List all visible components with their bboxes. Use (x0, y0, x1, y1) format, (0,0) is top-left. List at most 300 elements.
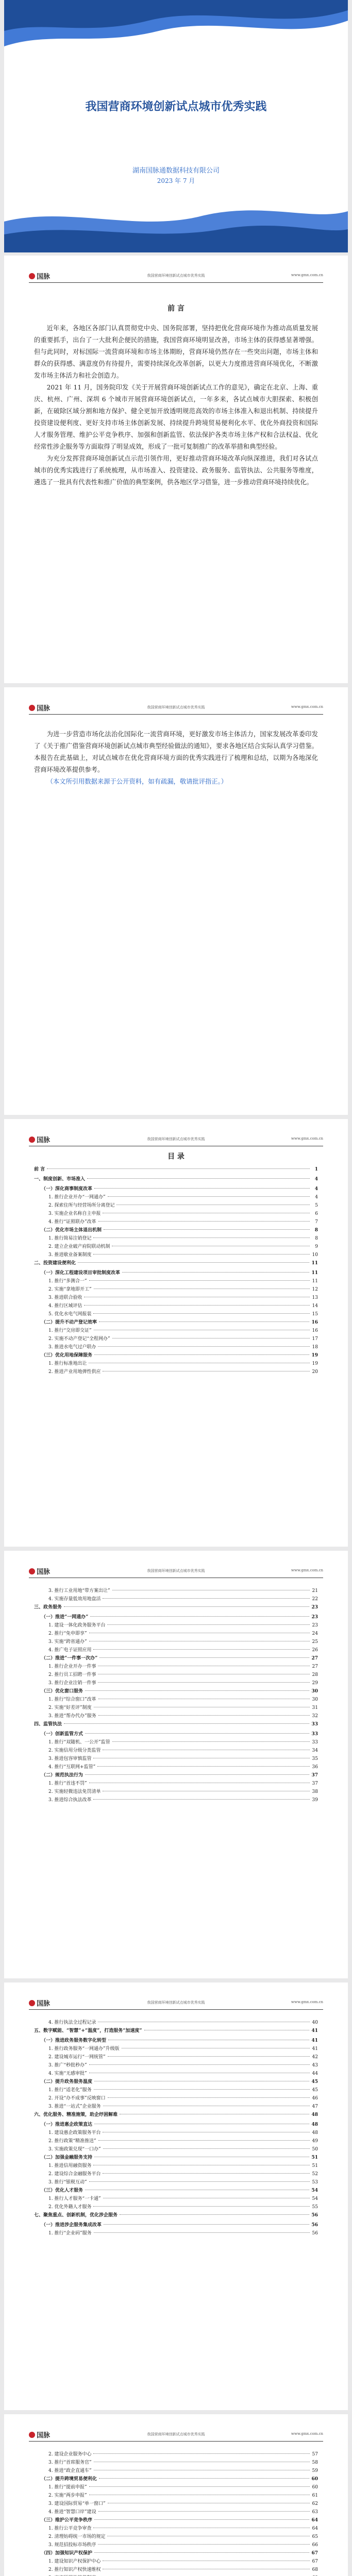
toc-entry-title: 3. 建设国际贸易“单一窗口” (48, 2501, 106, 2506)
toc-entry[interactable] (34, 1302, 318, 1310)
toc-entry[interactable] (34, 1243, 318, 1251)
toc-entry-title: （二）提升政务服务温度 (41, 2079, 93, 2084)
toc-entry[interactable] (34, 2516, 318, 2524)
toc-entry[interactable] (34, 2078, 318, 2086)
toc-entry-page: 28 (312, 1672, 318, 1677)
toc-entry[interactable] (34, 1638, 318, 1646)
toc-entry-title: 三、政务服务 (34, 1605, 62, 1610)
toc-entry[interactable] (34, 1175, 318, 1185)
toc-entry-title: 3. 推进“帮办代办”服务 (48, 1714, 96, 1719)
toc-page-2 (4, 1551, 348, 1978)
toc-leader-dots (94, 2519, 309, 2520)
toc-entry[interactable] (34, 2541, 318, 2549)
toc-entry-title: 4. 推广电子证照应用 (48, 1648, 92, 1653)
toc-entry-title: （三）优化人才服务 (41, 2188, 83, 2193)
toc-entry-page: 8 (315, 1236, 318, 1241)
toc-entry-page: 58 (312, 2460, 318, 2465)
toc-entry[interactable] (34, 1738, 318, 1747)
toc-leader-dots (104, 1229, 310, 1230)
toc-entry-title: （二）规范执法行为 (41, 1773, 83, 1778)
toc-entry-page: 49 (312, 2139, 318, 2144)
toc-leader-dots (85, 1733, 309, 1734)
toc-entry-title: 六、优化服务、精准施策，助企纾困解难 (34, 2112, 118, 2117)
toc-leader-dots (98, 1221, 310, 1222)
toc-entry-page: 45 (311, 2079, 318, 2084)
toc-entry-title: 2. 建设城市运行“一网统管” (48, 2055, 106, 2060)
toc-entry-page: 23 (312, 1623, 318, 1628)
toc-entry[interactable] (34, 1343, 318, 1351)
toc-entry-page: 47 (312, 2104, 318, 2109)
toc-entry[interactable] (34, 1226, 318, 1234)
toc-entry-page: 16 (312, 1328, 318, 1333)
toc-entry-title: 2. 建设综合金融服务平台 (48, 2172, 101, 2177)
toc-entry-page: 33 (311, 1722, 318, 1727)
publish-date: 2023 年 7 月 (157, 177, 195, 184)
header-title: 我国营商环境创新试点城市优秀实践 (147, 2432, 205, 2436)
toc-entry-title: 七、聚焦重点、创新机制，优化涉企服务 (34, 2213, 118, 2218)
toc-entry[interactable] (34, 2195, 318, 2203)
toc-entry[interactable] (34, 2061, 318, 2070)
toc-leader-dots (99, 2478, 309, 2479)
toc-entry-page: 27 (312, 1664, 318, 1669)
toc-entry-page: 11 (312, 1279, 318, 1284)
toc-entry-page: 23 (311, 1615, 318, 1620)
header-website[interactable]: www.gmx.com.cn (291, 2432, 323, 2436)
toc-entry[interactable] (34, 1788, 318, 1796)
toc-entry[interactable] (34, 1613, 318, 1621)
toc-entry-page: 33 (312, 1740, 318, 1745)
toc-entry[interactable] (34, 1671, 318, 1679)
toc-entry[interactable] (34, 2187, 318, 2195)
toc-entry-page: 4 (315, 1195, 318, 1200)
toc-leader-dots (94, 2552, 309, 2553)
toc-entry-title: 2. 实施“两步申报” (48, 2493, 87, 2498)
toc-entry[interactable] (34, 2070, 318, 2078)
toc-leader-dots (47, 1168, 310, 1169)
toc-leader-dots (78, 1262, 309, 1263)
toc-entry[interactable] (34, 1201, 318, 1210)
toc-entry-page: 51 (311, 2155, 318, 2160)
toc-leader-dots (99, 1321, 309, 1322)
toc-entry-title: 3. 推进包容审慎监管 (48, 1756, 92, 1761)
toc-entry[interactable] (34, 1269, 318, 1277)
toc-entry[interactable] (34, 1285, 318, 1294)
toc-entry-title: 1. 建设一体化政务服务平台 (48, 1623, 106, 1628)
toc-entry-title: 1. 推行“综合窗口”改革 (48, 1697, 96, 1702)
toc-leader-dots (89, 2064, 310, 2065)
toc-page-1 (4, 1119, 348, 1547)
toc-entry-page: 11 (311, 1261, 318, 1266)
toc-entry-page: 38 (312, 1789, 318, 1794)
toc-entry[interactable] (34, 2450, 318, 2459)
toc-entry-page: 32 (312, 1714, 318, 1719)
toc-entry-page: 8 (314, 1228, 318, 1233)
toc-entry-title: 3. 推行工业用地“带方案出让” (48, 1588, 110, 1594)
toc-entry[interactable] (34, 2086, 318, 2094)
toc-entry[interactable] (34, 2467, 318, 2475)
toc-leader-dots (84, 1305, 310, 1306)
toc-entry-title: 2. 实施信用分级分类监管 (48, 1748, 101, 1753)
toc-entry-page: 57 (312, 2452, 318, 2457)
toc-entry-page: 4 (314, 1177, 318, 1182)
toc-entry-page: 63 (312, 2510, 318, 2515)
toc-leader-dots (85, 1690, 309, 1691)
toc-entry[interactable] (34, 1185, 318, 1193)
toc-entry-page: 48 (312, 2130, 318, 2136)
toc-entry[interactable] (34, 2221, 318, 2229)
header-website[interactable]: www.gmx.com.cn (291, 273, 323, 277)
toc-entry-page: 39 (312, 1798, 318, 1803)
toc-entry[interactable] (34, 2137, 318, 2145)
toc-entry-title: 五、数字赋能、“智慧”+“温度”，打造服务“加速度” (34, 2028, 142, 2033)
page-header (29, 2430, 323, 2442)
toc-entry-page: 30 (312, 1697, 318, 1702)
toc-entry[interactable] (34, 2549, 318, 2557)
toc-entry[interactable] (34, 2211, 318, 2221)
toc-entry-title: 3. 推进联合验收 (48, 1295, 82, 1300)
toc-leader-dots (120, 2214, 309, 2215)
toc-entry-page: 15 (312, 1312, 318, 1317)
preface-page (4, 256, 348, 683)
toc-entry-title: 3. 推行“银税互动” (48, 2180, 87, 2185)
toc-leader-dots (64, 1723, 309, 1724)
toc-entry-page: 5 (315, 1203, 318, 1208)
toc-entry-title: 3. 推行企业注销一件事 (48, 1681, 96, 1686)
header-website[interactable]: www.gmx.com.cn (291, 1137, 323, 1141)
toc-entry-page: 19 (311, 1353, 318, 1358)
preface-body (34, 323, 318, 488)
toc-leader-dots (103, 1598, 310, 1599)
toc-entry-title: （二）优化市场主体退出机制 (41, 1228, 102, 1233)
toc-entry-title: 1. 推行“适老化”服务 (48, 2088, 92, 2093)
toc-leader-dots (98, 2544, 310, 2545)
toc-entry[interactable] (34, 1294, 318, 1302)
toc-entry[interactable] (34, 2483, 318, 2492)
toc-entry-title: （一）创新监管方式 (41, 1732, 83, 1737)
toc-entry-page: 48 (311, 2122, 318, 2127)
cover-page (4, 0, 348, 252)
toc-entry-page: 41 (311, 2028, 318, 2033)
page-header (29, 271, 323, 283)
toc-leader-dots (90, 1616, 309, 1617)
toc-entry-page: 56 (311, 2213, 318, 2218)
toc-entry[interactable] (34, 2121, 318, 2129)
toc-entry-page: 10 (312, 1252, 318, 1258)
toc-entry-page: 46 (312, 2096, 318, 2101)
toc-entry-title: 3. 推行“首席服务官” (48, 2460, 92, 2465)
toc-entry[interactable] (34, 1210, 318, 1218)
toc-entry[interactable] (34, 2037, 318, 2045)
toc-entry-title: 2. 实施轻微违法免罚清单 (48, 1789, 101, 1794)
toc-leader-dots (64, 1606, 309, 1607)
toc-entry[interactable] (34, 2094, 318, 2103)
toc-entry-title: （一）推进政务服务数字化转型 (41, 2038, 107, 2043)
table-of-contents (34, 2450, 318, 2576)
toc-entry-title: 2. 探索住所与经营场所分离登记 (48, 1203, 115, 1208)
toc-entry[interactable] (34, 2027, 318, 2037)
toc-entry-page: 26 (312, 1648, 318, 1653)
toc-entry-title: 4. 推进“政企直通车” (48, 2468, 92, 2473)
toc-entry[interactable] (34, 1165, 318, 1175)
toc-entry[interactable] (34, 1251, 318, 1259)
toc-entry[interactable] (34, 2229, 318, 2238)
toc-leader-dots (93, 2453, 310, 2454)
toc-entry[interactable] (34, 2492, 318, 2500)
toc-entry[interactable] (34, 1730, 318, 1738)
preface-paragraph: 为进一步营造市场化法治化国际化一流营商环境，更好激发市场主体活力，国家发展改革委印发了《关于推广借鉴营商环境创新试点城市典型经验做法的通知》，要求各地区结合实际认真学习借鉴。本报告在此基础上，对试点城市在优化营商环境方面的优秀实践进行了梳理和总结，以期为各地深化营商环境改革提供参考。 (34, 731, 318, 773)
toc-entry[interactable] (34, 1679, 318, 1687)
toc-entry-page: 23 (311, 1605, 318, 1610)
toc-leader-dots (98, 2140, 310, 2141)
toc-entry-page: 24 (312, 1631, 318, 1636)
toc-entry-page: 22 (312, 1597, 318, 1602)
toc-entry[interactable] (34, 1747, 318, 1755)
toc-entry-title: 4. 推行“证照联办”改革 (48, 1219, 96, 1225)
toc-entry-title: 3. 推进水电气过户联办 (48, 1345, 96, 1350)
toc-entry-page: 42 (312, 2055, 318, 2060)
toc-entry-title: 1. 建设惠企政策服务平台 (48, 2130, 101, 2136)
toc-entry[interactable] (34, 1234, 318, 1243)
toc-entry-page: 56 (311, 2223, 318, 2228)
toc-entry-page: 60 (311, 2477, 318, 2482)
toc-entry-title: 3. 实施政策兑现“一口办” (48, 2147, 101, 2152)
toc-entry[interactable] (34, 1587, 318, 1595)
toc-entry[interactable] (34, 2145, 318, 2154)
toc-entry[interactable] (34, 2500, 318, 2508)
toc-page-4 (4, 2414, 348, 2576)
toc-entry-page: 9 (315, 1244, 318, 1249)
toc-entry[interactable] (34, 1763, 318, 1771)
toc-entry[interactable] (34, 2178, 318, 2187)
toc-entry-title: 4. 实施存量低效用地盘活 (48, 1597, 101, 1602)
header-title: 我国营商环境创新试点城市优秀实践 (147, 1569, 205, 1573)
toc-entry-page: 61 (312, 2493, 318, 2498)
toc-entry-title: 2. 开设“办不成事”反映窗口 (48, 2096, 106, 2101)
toc-entry-title: （三）优化用地保障服务 (41, 1353, 93, 1358)
toc-entry[interactable] (34, 1360, 318, 1368)
toc-leader-dots (94, 2232, 310, 2233)
toc-leader-dots (103, 2173, 310, 2174)
toc-entry[interactable] (34, 1646, 318, 1654)
toc-entry[interactable] (34, 2459, 318, 2467)
toc-entry[interactable] (34, 1218, 318, 1226)
toc-entry[interactable] (34, 2524, 318, 2533)
toc-entry[interactable] (34, 1720, 318, 1730)
toc-entry-page: 12 (312, 1287, 318, 1292)
toc-entry-page: 56 (312, 2231, 318, 2236)
toc-entry-page: 13 (312, 1295, 318, 1300)
preface-paragraph: 为充分发挥营商环境创新试点示范引领作用，更好推动营商环境改革向纵深推进，我们对各试点城市的优秀实践进行了系统梳理，从市场准入、投资建设、政务服务、监管执法、公共服务等维度，遴选了一批具有代表性和推广价值的典型案例，供各地区学习借鉴，进一步推动营商环境持续优化。 (34, 455, 318, 486)
toc-entry-page: 6 (315, 1211, 318, 1216)
toc-entry-title: 3. 推进综合执法改革 (48, 1798, 92, 1803)
toc-entry[interactable] (34, 2129, 318, 2137)
toc-entry[interactable] (34, 1696, 318, 1704)
toc-entry[interactable] (34, 1327, 318, 1335)
toc-entry-page: 18 (312, 1345, 318, 1350)
toc-entry[interactable] (34, 2154, 318, 2162)
toc-entry-page: 60 (312, 2485, 318, 2490)
toc-entry-page: 54 (312, 2196, 318, 2201)
preface-paragraph: 2021 年 11 月，国务院印发《关于开展营商环境创新试点工作的意见》，确定在北京、上海、重庆、杭州、广州、深圳 6 个城市开展营商环境创新试点，一年多来，各试点城市大胆探索、积极创新，在破除区域分割和地方保护、健全更加开放透明规范高效的市场主体准入和退出机制、持续提升投资建设便利度、更好支持市场主体创新发展、持续提升跨境贸易便利化水平、优化外商投资和国际人才服务管理、维护公平竞争秩序、加强和创新监管、依法保护各类市场主体产权和合法权益、优化经常性涉企服务等方面取得了明显成效，形成了一批可复制推广的改革举措和典型经验。 (34, 384, 318, 450)
toc-entry-page: 30 (311, 1689, 318, 1694)
table-of-contents (34, 2019, 318, 2238)
header-website[interactable]: www.gmx.com.cn (291, 1568, 323, 1572)
toc-entry-page: 45 (312, 2088, 318, 2093)
toc-entry-title: 2. 建设企业服务中心 (48, 2452, 92, 2457)
toc-entry[interactable] (34, 1780, 318, 1788)
page-header (29, 1134, 323, 1146)
toc-leader-dots (107, 1624, 310, 1625)
toc-leader-dots (99, 1657, 309, 1658)
toc-entry[interactable] (34, 1654, 318, 1663)
toc-entry-page: 7 (315, 1219, 318, 1225)
header-title: 我国营商环境创新试点城市优秀实践 (147, 705, 205, 709)
toc-entry[interactable] (34, 1277, 318, 1285)
preface-paragraph: 近年来，各地区各部门认真贯彻党中央、国务院部署，坚持把优化营商环境作为推动高质量发展的重要抓手，出台了一大批利企便民的措施，我国营商环境明显改善，市场主体的获得感显著增强。但与此同时，对标国际一流营商环境和市场主体期盼，营商环境仍然存在一些突出问题，市场主体和群众的获得感、满意度仍有待提升，需要持续深化改革创新，以更大力度推进营商环境优化，不断激发市场主体活力和社会创造力。 (34, 325, 318, 379)
toc-entry[interactable] (34, 1603, 318, 1613)
toc-entry-page: 31 (312, 1705, 318, 1710)
toc-entry[interactable] (34, 2566, 318, 2574)
logo: 国脉 (29, 1566, 50, 1576)
toc-leader-dots (108, 2097, 310, 2098)
toc-entry-title: 4. 推进“智慧口岸”建设 (48, 2510, 96, 2515)
toc-entry-title (48, 2574, 96, 2576)
toc-entry-title: （一）推进涉企服务集成改革 (41, 2223, 102, 2228)
toc-leader-dots (89, 2486, 310, 2487)
toc-entry-page: 53 (312, 2180, 318, 2185)
toc-entry[interactable] (34, 1310, 318, 1318)
toc-entry-title: 2. 推行员工招聘一件事 (48, 1672, 96, 1677)
toc-entry-title: 2. 推行知识产权快速维权 (48, 2567, 101, 2572)
toc-entry-title: 3. 实施“跨省通办” (48, 1639, 87, 1645)
toc-entry-page: 54 (311, 2188, 318, 2193)
toc-entry[interactable] (34, 2533, 318, 2541)
toc-entry-title: 1. 建设知识产权保护中心 (48, 2559, 101, 2564)
toc-entry-page: 27 (311, 1656, 318, 1661)
toc-leader-dots (97, 1766, 310, 1767)
toc-leader-dots (98, 1682, 310, 1683)
toc-entry-title: 3. 规范招投标市场秩序 (48, 2543, 96, 2548)
logo: 国脉 (29, 1134, 50, 1144)
toc-entry-page: 64 (311, 2518, 318, 2523)
toc-entry[interactable] (34, 1712, 318, 1720)
toc-entry-title: 4. 推行区域评估 (48, 1303, 82, 1309)
toc-entry[interactable] (34, 1621, 318, 1630)
toc-entry-page: 44 (312, 2071, 318, 2076)
toc-entry[interactable] (34, 1193, 318, 1201)
toc-entry[interactable] (34, 1351, 318, 1360)
toc-leader-dots (112, 1741, 310, 1742)
toc-entry[interactable] (34, 1771, 318, 1780)
toc-entry-page: 29 (312, 1681, 318, 1686)
toc-entry-title: （二）加强金融服务支持 (41, 2155, 93, 2160)
toc-leader-dots (98, 1346, 310, 1347)
toc-entry-title: 1. 推行企业开办“一网通办” (48, 1195, 106, 1200)
toc-entry-page: 33 (311, 1732, 318, 1737)
toc-entry[interactable] (34, 1335, 318, 1343)
toc-entry-title: 1. 推行“首违不罚” (48, 1781, 87, 1786)
toc-entry[interactable] (34, 2574, 318, 2576)
toc-entry-page: 11 (311, 1270, 318, 1276)
toc-entry-page: 65 (312, 2534, 318, 2539)
toc-entry[interactable] (34, 2475, 318, 2483)
toc-entry[interactable] (34, 2170, 318, 2178)
toc-entry[interactable] (34, 1687, 318, 1696)
toc-entry-page: 4 (314, 1187, 318, 1192)
header-website[interactable]: www.gmx.com.cn (291, 705, 323, 709)
toc-entry-title: （二）提升跨境贸易便利化 (41, 2477, 97, 2482)
toc-leader-dots (93, 1799, 310, 1800)
toc-entry-page: 64 (312, 2526, 318, 2531)
toc-entry-title: 2. 推行政策“精准推送” (48, 2139, 96, 2144)
toc-entry-title: 3. 推进“一站式”企业服务 (48, 2104, 101, 2109)
toc-entry-title: 1. 推行企业开办一件事 (48, 1664, 96, 1669)
table-of-contents (34, 1587, 318, 1804)
toc-entry[interactable] (34, 2019, 318, 2027)
toc-entry-title: 5. 优化水电气网报装 (48, 1312, 92, 1317)
toc-entry-page: 52 (312, 2172, 318, 2177)
toc-entry[interactable] (34, 1368, 318, 1376)
toc-entry[interactable] (34, 1796, 318, 1804)
toc-entry-page: 17 (312, 1336, 318, 1342)
toc-entry[interactable] (34, 1318, 318, 1327)
toc-page-3 (4, 1982, 348, 2410)
header-title: 我国营商环境创新试点城市优秀实践 (147, 1137, 205, 1141)
toc-entry-page: 36 (312, 1765, 318, 1770)
toc-entry[interactable] (34, 2045, 318, 2053)
toc-entry-page: 55 (312, 2205, 318, 2210)
toc-entry[interactable] (34, 2508, 318, 2516)
header-website[interactable]: www.gmx.com.cn (291, 2000, 323, 2004)
toc-leader-dots (93, 1313, 310, 1314)
toc-entry-page: 35 (312, 1756, 318, 1761)
toc-leader-dots (108, 2056, 310, 2057)
toc-entry[interactable] (34, 2557, 318, 2566)
toc-leader-dots (94, 1188, 310, 1189)
toc-entry[interactable] (34, 1704, 318, 1712)
toc-entry-page: 20 (312, 1369, 318, 1375)
report-title: 我国营商环境创新试点城市优秀实践 (85, 100, 267, 113)
logo: 国脉 (29, 2430, 50, 2439)
toc-leader-dots (104, 2224, 309, 2225)
toc-leader-dots (87, 1178, 310, 1179)
toc-entry-title: 2. 清理妨碍统一市场的规定 (48, 2534, 106, 2539)
toc-entry[interactable] (34, 1259, 318, 1269)
toc-entry[interactable] (34, 2103, 318, 2111)
toc-entry-title: 2. 优化外籍人才服务 (48, 2205, 92, 2210)
toc-entry-page: 62 (312, 2501, 318, 2506)
toc-entry-page: 14 (312, 1303, 318, 1309)
toc-leader-dots (108, 1196, 310, 1197)
toc-entry[interactable] (34, 1663, 318, 1671)
toc-leader-dots (89, 2181, 310, 2182)
toc-entry-page: 25 (312, 1639, 318, 1645)
toc-entry[interactable] (34, 1755, 318, 1763)
data-source-note: （本文所引用数据来源于公开资料，如有疏漏，敬请批评指正。） (46, 778, 228, 785)
toc-entry[interactable] (34, 2203, 318, 2211)
toc-entry-page: 21 (312, 1588, 318, 1594)
toc-entry-page: 16 (311, 1320, 318, 1325)
toc-entry[interactable] (34, 2111, 318, 2121)
cover-wave-decoration (4, 0, 348, 252)
toc-entry-title: 1. 推行简易注销登记 (48, 1236, 92, 1241)
toc-entry[interactable] (34, 2053, 318, 2061)
toc-entry-title: 1. 推行人才服务“一卡通” (48, 2196, 101, 2201)
toc-entry[interactable] (34, 1595, 318, 1603)
toc-entry[interactable] (34, 2162, 318, 2170)
page-header (29, 1998, 323, 2010)
toc-entry[interactable] (34, 1630, 318, 1638)
